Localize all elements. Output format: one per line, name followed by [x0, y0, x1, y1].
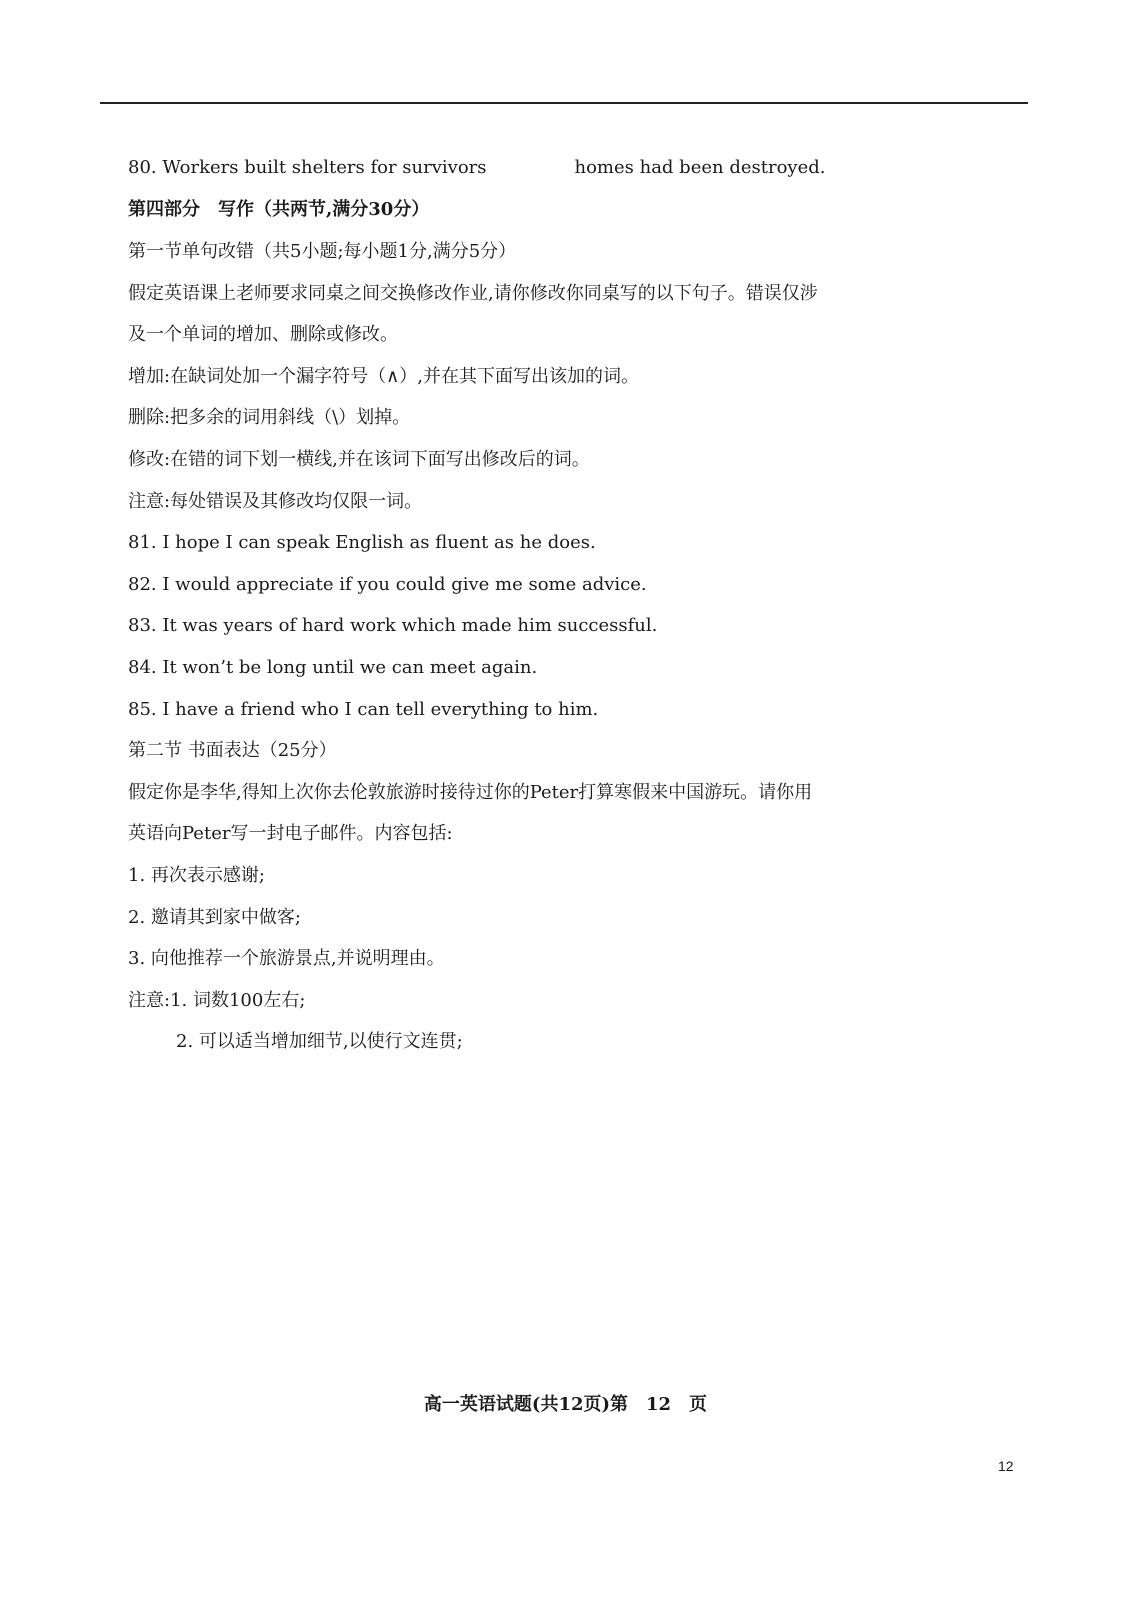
section2-heading: 第二节 书面表达（25分） — [128, 740, 337, 761]
question-81: 81. I hope I can speak English as fluent as he does. — [128, 532, 596, 553]
instruction-line: 注意:每处错误及其修改均仅限一词。 — [128, 491, 423, 512]
page-footer: 高一英语试题(共12页)第 12 页 — [423, 1394, 708, 1415]
instruction-line: 增加:在缺词处加一个漏字符号（∧）,并在其下面写出该加的词。 — [128, 366, 639, 387]
section1-heading: 第一节单句改错（共5小题;每小题1分,满分5分） — [128, 241, 517, 262]
instruction-line: 删除:把多余的词用斜线（\）划掉。 — [128, 407, 411, 428]
header-rule — [100, 102, 1028, 104]
part4-heading: 第四部分 写作（共两节,满分30分） — [128, 199, 430, 220]
question-80-start: 80. Workers built shelters for survivors — [128, 157, 487, 178]
question-80-end: homes had been destroyed. — [574, 157, 826, 178]
prompt-line: 假定你是李华,得知上次你去伦敦旅游时接待过你的Peter打算寒假来中国游玩。请你用 — [128, 782, 813, 803]
question-84: 84. It won’t be long until we can meet again. — [128, 657, 538, 678]
page-number: 12 — [998, 1458, 1014, 1474]
instruction-line: 修改:在错的词下划一横线,并在该词下面写出修改后的词。 — [128, 449, 590, 470]
content-point: 1. 再次表示感谢; — [128, 865, 265, 886]
question-82: 82. I would appreciate if you could give me some advice. — [128, 574, 647, 595]
content-point: 3. 向他推荐一个旅游景点,并说明理由。 — [128, 948, 445, 969]
question-83: 83. It was years of hard work which made him successful. — [128, 615, 658, 636]
question-85: 85. I have a friend who I can tell everything to him. — [128, 699, 599, 720]
instruction-line: 及一个单词的增加、删除或修改。 — [128, 324, 398, 345]
content-point: 2. 邀请其到家中做客; — [128, 907, 301, 928]
prompt-line: 英语向Peter写一封电子邮件。内容包括: — [128, 823, 453, 844]
note-line: 2. 可以适当增加细节,以使行文连贯; — [176, 1031, 463, 1052]
instruction-line: 假定英语课上老师要求同桌之间交换修改作业,请你修改你同桌写的以下句子。错误仅涉 — [128, 283, 818, 304]
note-line: 注意:1. 词数100左右; — [128, 990, 306, 1011]
question-80 — [128, 156, 825, 180]
